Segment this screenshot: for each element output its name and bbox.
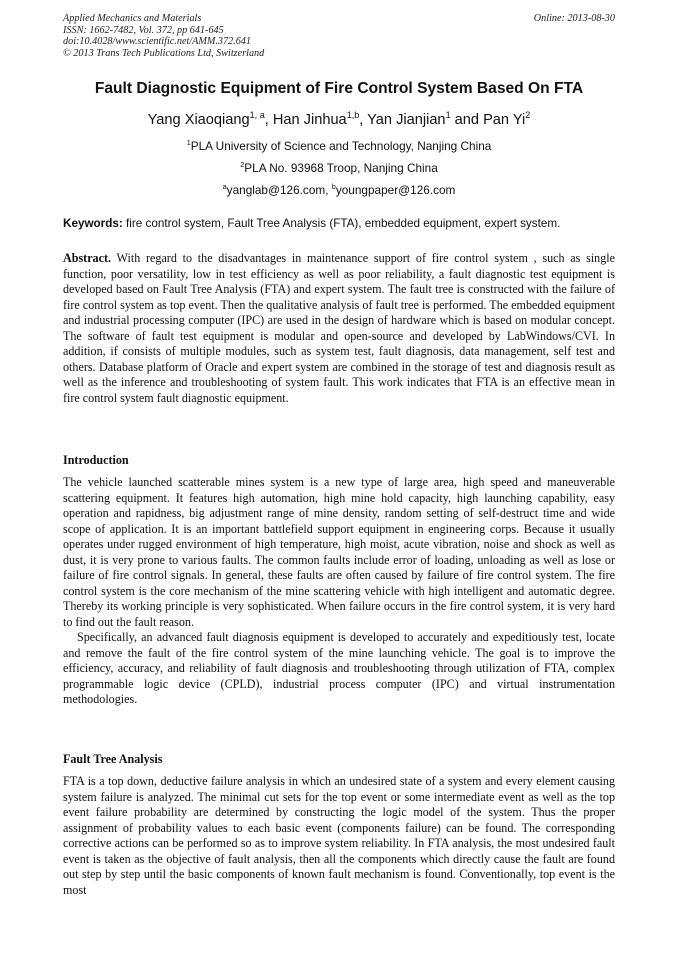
- issn: ISSN: 1662-7482, Vol. 372, pp 641-645: [63, 24, 224, 36]
- paper-title: Fault Diagnostic Equipment of Fire Control System Based On FTA: [94, 80, 584, 97]
- keywords: [63, 217, 615, 230]
- author: Pan Yi$^2$: [483, 110, 531, 128]
- introduction-body: [63, 475, 615, 708]
- affiliation-2: $^2$PLA No. 93968 Troop, Nanjing China: [240, 160, 438, 175]
- keywords-text: fire control system, Fault Tree Analysis (FTA), embedded equipment, expert system.: [122, 217, 561, 230]
- fta-body: [63, 774, 615, 898]
- journal-name: Applied Mechanics and Materials: [63, 13, 202, 24]
- affiliation-1: $^1$PLA University of Science and Technology, Nanjing China: [186, 138, 492, 153]
- author: Han Jinhua$^{1,b}$,: [272, 110, 368, 128]
- abstract-text: With regard to the disadvantages in maintenance support of fire control system , such as single function, poor versatility, low in test efficiency as well as poor reliability, a fault diagnostic test equipment is developed based on Fault Tree Analysis (FTA) and expert system. The fault tree is constructed with the failure of fire control system as top event. Then the qualitative analysis of fault tree is performed. The embedded equipment and industrial processing computer (IPC) are used in the design of hardware which is based on modular concept. The software of fault test equipment is modular and open-source and developed by LabWindows/CVI. In addition, if consists of multiple modules, such as system test, fault diagnosis, data management, self test and others. Database platform of Oracle and expert system are combined in the storage of test and diagnosis result as well as the inference and troubleshooting of system fault. This work indicates that FTA is an effective mean in fire control system fault diagnostic equipment.: [63, 251, 615, 405]
- author: Yang Xiaoqiang$^{1, a}$,: [147, 110, 273, 128]
- abstract-label: Abstract.: [63, 251, 112, 265]
- doi: doi:10.4028/www.scientific.net/AMM.372.641: [63, 36, 251, 47]
- abstract: [63, 251, 615, 406]
- paragraph: FTA is a top down, deductive failure analysis in which an undesired state of a system and every element causing system failure is analyzed. The minimal cut sets for the top event or some intermediate event as well as the top event failure probability are determined by constructing the logic model of the system. Thus the proper assignment of probability values to each basic event (components failure) can be found. The corresponding corrective actions can be performed so as to improve system reliability. In FTA analysis, the most undesired fault event is taken as the objective of fault analysis, then all the components which directly cause the fault are found out step by step until the basic components of known fault mechanism is found. Conventionally, top event is the most: [63, 774, 615, 897]
- journal-meta: [63, 13, 615, 59]
- author: Yan Jianjian$^1$ and: [367, 110, 484, 128]
- online-date: Online: 2013-08-30: [533, 13, 615, 24]
- copyright: © 2013 Trans Tech Publications Ltd, Switzerland: [63, 47, 265, 59]
- section-heading-fta: Fault Tree Analysis: [63, 752, 163, 766]
- author-emails: $^a$yanglab@126.com, $^b$youngpaper@126.com: [222, 182, 456, 197]
- paragraph: Specifically, an advanced fault diagnosis equipment is developed to accurately and expeditiously test, locate and remove the fault of the fire control system of the mine launching vehicle. The goal is to improve the efficiency, accuracy, and reliability of fault diagnosis and troubleshooting through utilization of FTA, complex programmable logic device (CPLD), industrial process computer (IPC) and virtual instrumentation methodologies.: [63, 630, 615, 706]
- author-list: [40, 112, 638, 128]
- section-heading-introduction: Introduction: [63, 453, 129, 467]
- keywords-label: Keywords:: [63, 217, 123, 230]
- paragraph: The vehicle launched scatterable mines system is a new type of large area, high speed and maneuverable scattering equipment. It features high automation, high mine hold capacity, high launching capability, easy operation and rapidness, big adjustment range of mine density, random setting of self-destruct time and wide scope of application. It is an important battlefield support equipment in engineering corps. Because it usually operates under rugged environment of high temperature, high moist, acute vibration, noise and shock as well as dust, it is very prone to various faults. The common faults include error of loading, unloading as well as lose or failure of fire control signals. In general, these faults are often caused by failure of fire control system. The fire control system is the core mechanism of the mine scattering vehicle with high intelligent and automatic degree. Thereby its working principle is very sophisticated. When failure occurs in the fire control system, it is very hard to find out the fault reason.: [63, 475, 615, 629]
- email: youngpaper@126.com: [335, 183, 456, 197]
- email: yanglab@126.com: [226, 183, 326, 197]
